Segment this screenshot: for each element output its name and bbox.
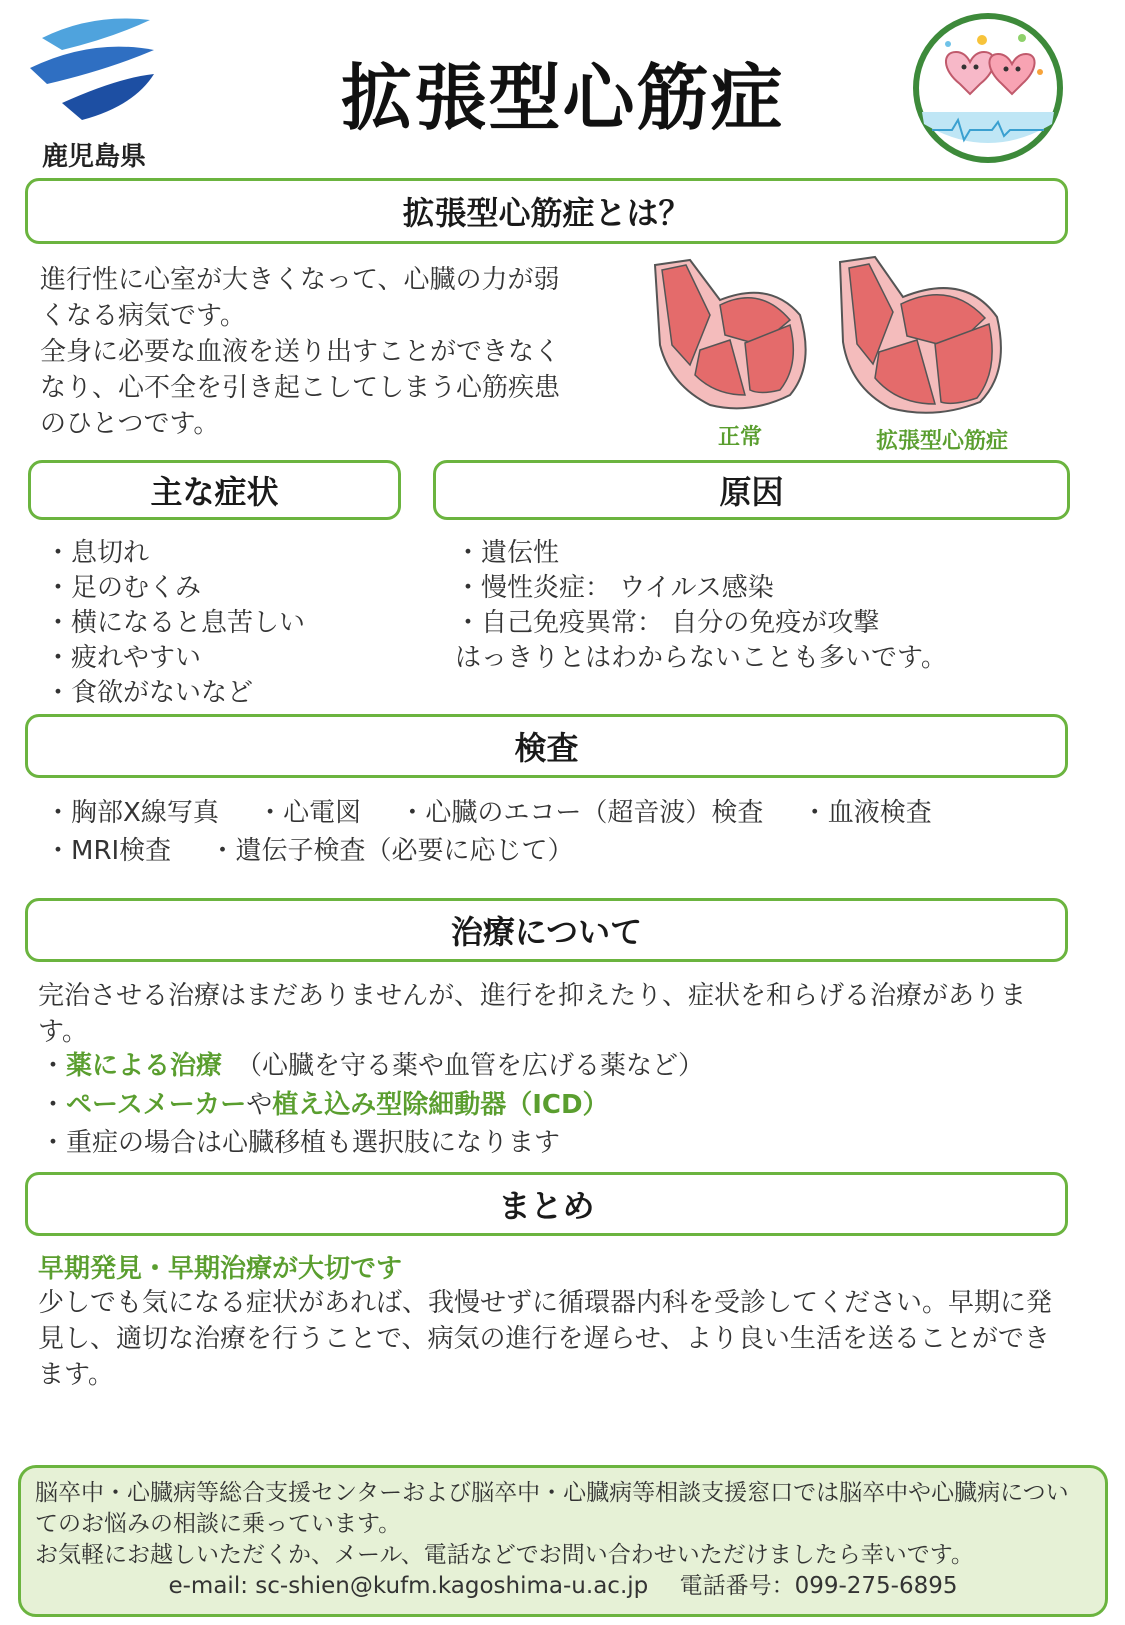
footer-line-1: 脳卒中・心臓病等総合支援センターおよび脳卒中・心臓病等相談支援窓口では脳卒中や心臓病についてのお悩みの相談に乗っています。	[35, 1480, 1069, 1537]
heading-symptoms-text: 主な症状	[150, 473, 279, 511]
heading-what-text: 拡張型心筋症とは？	[402, 194, 691, 232]
tests-row-1	[45, 795, 932, 831]
treatment-item-2: ・ペースメーカーや植え込み型除細動器（ICD）	[40, 1090, 609, 1120]
test-item: ・MRI検査	[45, 836, 172, 866]
test-item: ・心臓のエコー（超音波）検査	[399, 798, 764, 828]
treatment-icd: 植え込み型除細動器（ICD）	[272, 1090, 609, 1120]
section-heading-causes	[433, 460, 1070, 520]
footer-email[interactable]: e-mail: sc-shien@kufm.kagoshima-u.ac.jp	[168, 1573, 649, 1599]
test-item: ・血液検査	[801, 798, 932, 828]
prefecture-logo	[22, 8, 162, 172]
list-item: ・ 疲れやすい	[45, 641, 305, 676]
what-paragraph-1: 進行性に心室が大きくなって、心臓の力が弱くなる病気です。	[40, 265, 560, 331]
footer-line-2: お気軽にお越しいただくか、メール、電話などでお問い合わせいただけましたら幸いです。	[35, 1542, 974, 1568]
section-heading-treatment	[25, 898, 1068, 962]
treatment-item-1: ・薬による治療 （心臓を守る薬や血管を広げる薬など）	[40, 1051, 705, 1081]
list-item: ・ 慢性炎症： ウイルス感染	[455, 571, 879, 606]
section-heading-summary	[25, 1172, 1068, 1236]
heart-dcm-icon	[835, 252, 1010, 420]
test-item: ・遺伝子検査（必要に応じて）	[209, 836, 574, 866]
section-heading-tests	[25, 714, 1068, 778]
list-item: ・ 息切れ	[45, 536, 305, 571]
summary-text: 少しでも気になる症状があれば、我慢せずに循環器内科を受診してください。早期に発見し、適切な治療を行うことで、病気の進行を遅らせ、より良い生活を送ることができます。	[38, 1288, 1053, 1390]
list-item: ・ 自己免疫異常： 自分の免疫が攻撃	[455, 606, 879, 641]
treatment-medication: 薬による治療	[66, 1051, 223, 1081]
test-item: ・胸部X線写真	[45, 798, 219, 828]
treatment-item-3: ・重症の場合は心臓移植も選択肢になります	[40, 1128, 561, 1158]
test-item: ・心電図	[257, 798, 362, 828]
label-dcm: 拡張型心筋症	[876, 429, 1009, 454]
page-title: 拡張型心筋症	[340, 56, 785, 140]
tests-row-2	[45, 833, 573, 869]
section-heading-symptoms	[28, 460, 401, 520]
footer-contact	[35, 1571, 1091, 1602]
heading-causes-text: 原因	[719, 473, 784, 511]
heart-dcm-illustration	[835, 252, 1010, 420]
heading-treatment-text: 治療について	[450, 913, 643, 951]
list-item: ・ 遺伝性	[455, 536, 879, 571]
symptoms-list	[45, 536, 305, 711]
treatment-intro: 完治させる治療はまだありませんが、進行を抑えたり、症状を和らげる治療があります。	[38, 981, 1027, 1047]
heart-normal-icon	[650, 255, 815, 415]
summary-lead: 早期発見・早期治療が大切です	[38, 1254, 403, 1284]
heading-summary-text: まとめ	[498, 1187, 595, 1225]
causes-list	[455, 536, 879, 641]
section-heading-what	[25, 178, 1068, 244]
list-item: ・ 足のむくみ	[45, 571, 305, 606]
heart-normal-illustration	[650, 255, 815, 415]
causes-note: はっきりとはわからないことも多いです。	[455, 643, 947, 673]
contact-footer	[18, 1465, 1108, 1617]
prefecture-name: 鹿児島県	[42, 142, 147, 172]
hearts-mascot-icon	[912, 12, 1064, 164]
footer-phone[interactable]: 電話番号：099-275-6895	[679, 1573, 958, 1599]
what-paragraph-2: 全身に必要な血液を送り出すことができなくなり、心不全を引き起こしてしまう心筋疾患のひとつです。	[40, 337, 561, 439]
list-item: ・ 横になると息苦しい	[45, 606, 305, 641]
prefecture-emblem-icon	[22, 8, 162, 128]
heading-tests-text: 検査	[514, 729, 579, 767]
treatment-pacemaker: ペースメーカー	[66, 1090, 247, 1120]
label-normal: 正常	[718, 425, 763, 450]
mascot-illustration	[912, 12, 1064, 164]
list-item: ・ 食欲がないなど	[45, 676, 305, 711]
